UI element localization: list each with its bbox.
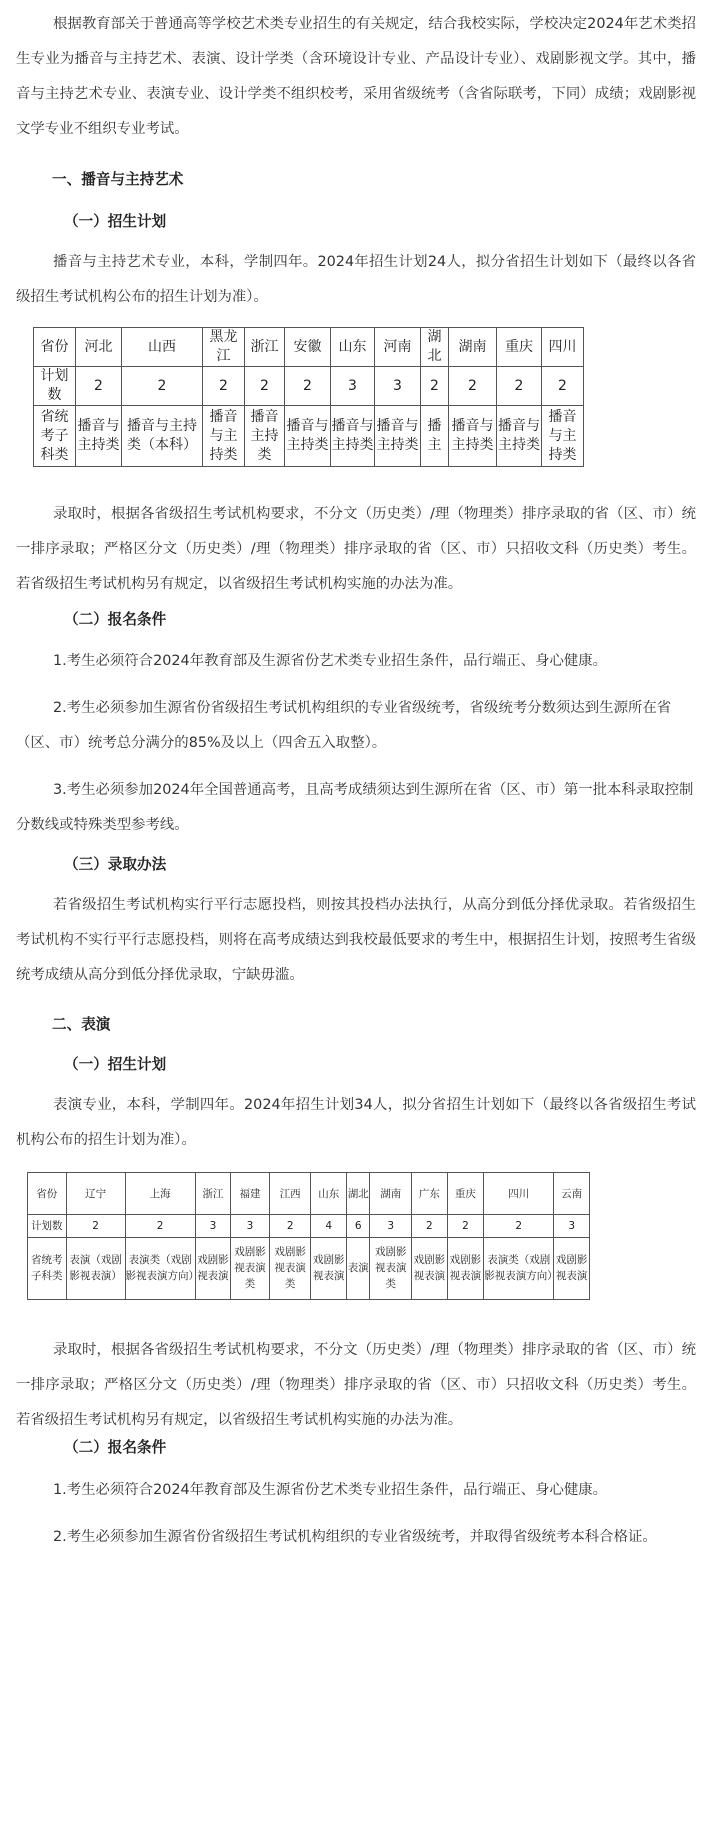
table-header-cell: 黑龙江 (203, 328, 245, 367)
table-cell: 播主 (421, 406, 449, 467)
plan-heading: （一）招生计划 (64, 1056, 167, 1073)
table-cell: 2 (285, 367, 331, 406)
table-header-cell: 四川 (484, 1173, 554, 1215)
table-cell: 2 (203, 367, 245, 406)
table-header-cell: 福建 (231, 1173, 270, 1215)
table-row-label: 计划数 (34, 367, 76, 406)
table-header-cell: 省份 (34, 328, 76, 367)
table-header-cell: 重庆 (497, 328, 542, 367)
table-cell: 播音与主持类 (76, 406, 122, 467)
table-cell: 表演类（戏剧影视表演方向） (125, 1237, 195, 1300)
table-header-cell: 河南 (375, 328, 421, 367)
requirement-item: 1.考生必须符合2024年教育部及生源省份艺术类专业招生条件，品行端正、身心健康。 (53, 1482, 608, 1498)
table-cell: 播音与主持类 (542, 406, 584, 467)
table-cell: 3 (331, 367, 375, 406)
performance-plan-table (27, 1172, 590, 1300)
table-header-cell: 山西 (122, 328, 203, 367)
table-cell: 2 (412, 1215, 448, 1237)
table-cell: 戏剧影视表演 (412, 1237, 448, 1300)
table-cell: 戏剧影视表演类 (269, 1237, 311, 1300)
table-cell: 3 (554, 1215, 590, 1237)
table-cell: 播音与主持类 (449, 406, 497, 467)
table-header-cell: 山东 (331, 328, 375, 367)
section-title-broadcasting: 一、播音与主持艺术 (52, 171, 184, 188)
broadcasting-plan-table (33, 327, 584, 467)
table-cell: 2 (497, 367, 542, 406)
table-cell: 2 (421, 367, 449, 406)
table-cell: 2 (125, 1215, 195, 1237)
table-cell: 播音主持类 (245, 406, 285, 467)
table-cell: 播音与主持类 (331, 406, 375, 467)
table-header-cell: 湖北 (421, 328, 449, 367)
admission-method-heading: （三）录取办法 (64, 856, 167, 873)
table-header-cell: 湖北 (347, 1173, 370, 1215)
table-cell: 播音与主持类 (375, 406, 421, 467)
table-header-cell: 湖南 (370, 1173, 412, 1215)
table-header-cell: 上海 (125, 1173, 195, 1215)
table-cell: 2 (76, 367, 122, 406)
plan-heading: （一）招生计划 (64, 213, 167, 230)
table-cell: 表演 (347, 1237, 370, 1300)
table-cell: 戏剧影视表演 (195, 1237, 231, 1300)
table-row-label: 省统考子科类 (28, 1237, 67, 1300)
table-cell: 2 (447, 1215, 484, 1237)
requirement-item: 2.考生必须参加生源省份省级招生考试机构组织的专业省级统考，并取得省级统考本科合格证。 (53, 1529, 657, 1545)
table-cell: 3 (370, 1215, 412, 1237)
table-cell: 3 (231, 1215, 270, 1237)
table-cell: 戏剧影视表演类 (370, 1237, 412, 1300)
table-header-cell: 辽宁 (66, 1173, 125, 1215)
table-header-cell: 广东 (412, 1173, 448, 1215)
table-header-cell: 重庆 (447, 1173, 484, 1215)
table-cell: 戏剧影视表演 (447, 1237, 484, 1300)
table-header-cell: 四川 (542, 328, 584, 367)
requirements-heading: （二）报名条件 (64, 611, 167, 628)
table-header-cell: 安徽 (285, 328, 331, 367)
table-header-cell: 云南 (554, 1173, 590, 1215)
table-cell: 播音与主持类（本科） (122, 406, 203, 467)
table-cell: 播音与主持类 (203, 406, 245, 467)
table-row-label: 省统考子科类 (34, 406, 76, 467)
admission-method-paragraph: 若省级招生考试机构实行平行志愿投档，则按其投档办法执行，从高分到低分择优录取。若省级招生考试机构不实行平行志愿投档，则将在高考成绩达到我校最低要求的考生中，根据招生计划，按照考生省级统考成绩从高分到低分择优录取，宁缺毋滥。 (16, 897, 696, 983)
table-cell: 2 (542, 367, 584, 406)
table-header-cell: 湖南 (449, 328, 497, 367)
intro-paragraph: 根据教育部关于普通高等学校艺术类专业招生的有关规定，结合我校实际，学校决定2024年艺术类招生专业为播音与主持艺术、表演、设计学类（含环境设计专业、产品设计专业）、戏剧影视文学。其中，播音与主持艺术专业、表演专业、设计学类不组织校考，采用省级统考（含省际联考，下同）成绩；戏剧影视文学专业不组织专业考试。 (16, 16, 696, 137)
table-header-cell: 河北 (76, 328, 122, 367)
plan-paragraph: 播音与主持艺术专业，本科，学制四年。2024年招生计划24人，拟分省招生计划如下（最终以各省级招生考试机构公布的招生计划为准）。 (16, 254, 696, 305)
table-cell: 4 (311, 1215, 347, 1237)
requirement-item: 1.考生必须符合2024年教育部及生源省份艺术类专业招生条件，品行端正、身心健康。 (53, 653, 608, 669)
table-cell: 2 (484, 1215, 554, 1237)
admission-note-paragraph: 录取时，根据各省级招生考试机构要求，不分文（历史类）/理（物理类）排序录取的省（区、市）统一排序录取；严格区分文（历史类）/理（物理类）排序录取的省（区、市）只招收文科（历史类）考生。若省级招生考试机构另有规定，以省级招生考试机构实施的办法为准。 (16, 506, 696, 592)
table-cell: 3 (375, 367, 421, 406)
table-header-cell: 江西 (269, 1173, 311, 1215)
plan-paragraph: 表演专业，本科，学制四年。2024年招生计划34人，拟分省招生计划如下（最终以各省级招生考试机构公布的招生计划为准）。 (16, 1097, 696, 1148)
table-cell: 2 (245, 367, 285, 406)
table-cell: 播音与主持类 (497, 406, 542, 467)
table-cell: 2 (269, 1215, 311, 1237)
admission-note-paragraph: 录取时，根据各省级招生考试机构要求，不分文（历史类）/理（物理类）排序录取的省（区、市）统一排序录取；严格区分文（历史类）/理（物理类）排序录取的省（区、市）只招收文科（历史类）考生。若省级招生考试机构另有规定，以省级招生考试机构实施的办法为准。 (16, 1342, 696, 1428)
table-row-label: 计划数 (28, 1215, 67, 1237)
table-header-cell: 山东 (311, 1173, 347, 1215)
table-cell: 2 (449, 367, 497, 406)
requirements-heading: （二）报名条件 (64, 1439, 167, 1456)
table-header-cell: 浙江 (245, 328, 285, 367)
table-cell: 戏剧影视表演 (311, 1237, 347, 1300)
table-header-cell: 浙江 (195, 1173, 231, 1215)
table-cell: 2 (122, 367, 203, 406)
requirement-item: 2.考生必须参加生源省份省级招生考试机构组织的专业省级统考，省级统考分数须达到生源所在省（区、市）统考总分满分的85%及以上（四舍五入取整）。 (16, 700, 672, 751)
table-cell: 戏剧影视表演 (554, 1237, 590, 1300)
table-cell: 播音与主持类 (285, 406, 331, 467)
table-cell: 6 (347, 1215, 370, 1237)
table-cell: 表演（戏剧影视表演） (66, 1237, 125, 1300)
table-cell: 表演类（戏剧影视表演方向） (484, 1237, 554, 1300)
table-cell: 2 (66, 1215, 125, 1237)
requirement-item: 3.考生必须参加2024年全国普通高考，且高考成绩须达到生源所在省（区、市）第一批本科录取控制分数线或特殊类型参考线。 (16, 782, 694, 833)
table-cell: 戏剧影视表演类 (231, 1237, 270, 1300)
section-title-performance: 二、表演 (52, 1016, 111, 1033)
table-header-cell: 省份 (28, 1173, 67, 1215)
table-cell: 3 (195, 1215, 231, 1237)
